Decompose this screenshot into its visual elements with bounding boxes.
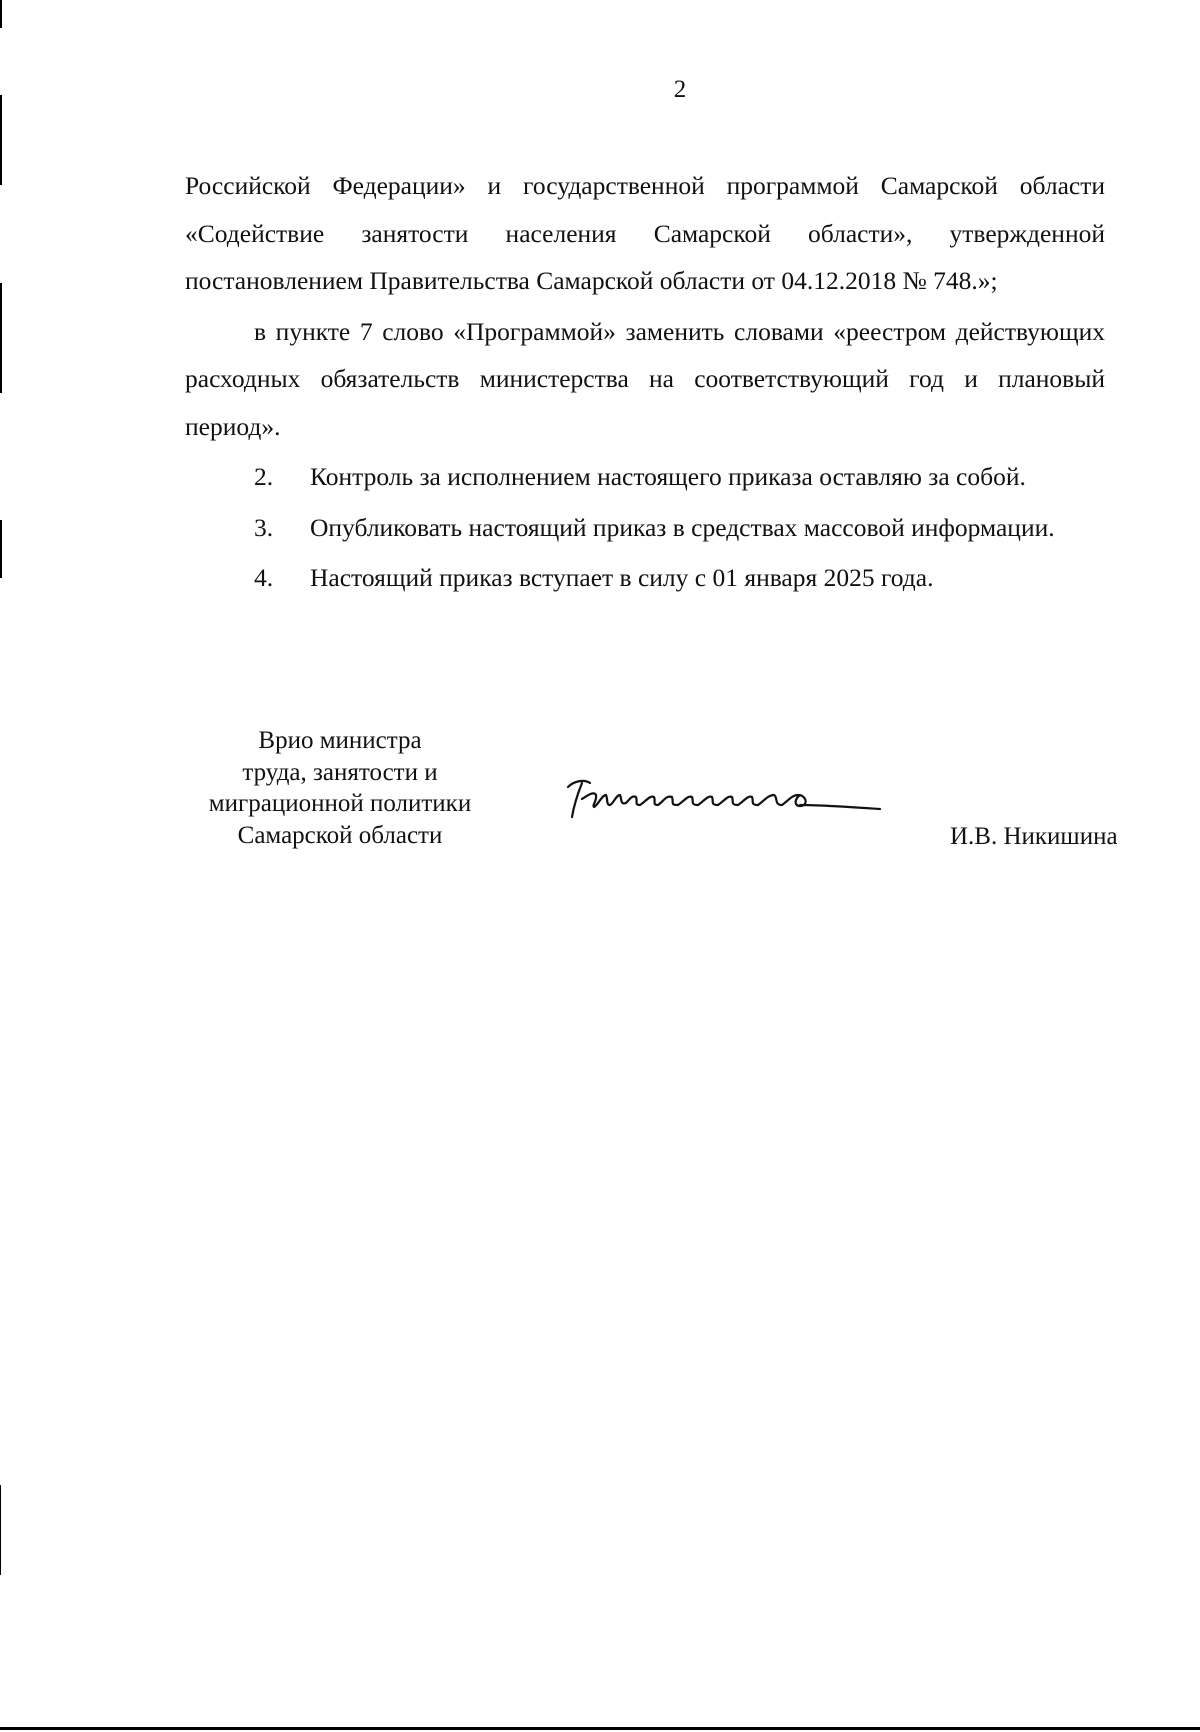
item-number: 2.: [254, 462, 274, 491]
page-number: 2: [673, 76, 687, 103]
item-text: Контроль за исполнением настоящего приказа оставляю за собой.: [310, 462, 1026, 491]
signatory-position-line: труда, занятости и: [242, 758, 438, 786]
item-text: Настоящий приказ вступает в силу с 01 января 2025 года.: [310, 563, 934, 592]
paragraph-continuation: Российской Федерации» и государственной программой Самарской области «Содействие занятости населения Самарской области», утвержденной постановлением Правительства Самарской области от 04.12.2018 № 748.»;: [185, 171, 1105, 295]
numbered-item-3: [185, 504, 1105, 552]
scan-artifact-mark: [0, 1485, 1, 1575]
document-body: [185, 162, 1105, 602]
signatory-position-line: Врио министра: [258, 727, 422, 754]
signatory-position-line: Самарской области: [237, 821, 443, 849]
paragraph-item-7-amendment: в пункте 7 слово «Программой» заменить словами «реестром действующих расходных обязательств министерства на соответствующий год и плановый период».: [185, 316, 1105, 441]
signatory-position: [190, 725, 490, 851]
item-number: 3.: [254, 512, 274, 542]
handwritten-signature: [560, 765, 920, 825]
scan-artifact-mark: [0, 283, 2, 393]
signer-name: И.В. Никишина: [950, 823, 1118, 850]
signatory-position-line: миграционной политики: [208, 790, 472, 817]
item-number: 4.: [254, 563, 274, 592]
scan-artifact-bottom-edge: [0, 1727, 1200, 1730]
numbered-item-4: [185, 554, 1105, 602]
item-text: Опубликовать настоящий приказ в средствах массовой информации.: [310, 512, 1055, 542]
scan-artifact-mark: [0, 0, 2, 28]
numbered-item-2: [185, 453, 1105, 501]
scan-artifact-mark: [0, 95, 2, 185]
scan-artifact-mark: [0, 520, 2, 578]
